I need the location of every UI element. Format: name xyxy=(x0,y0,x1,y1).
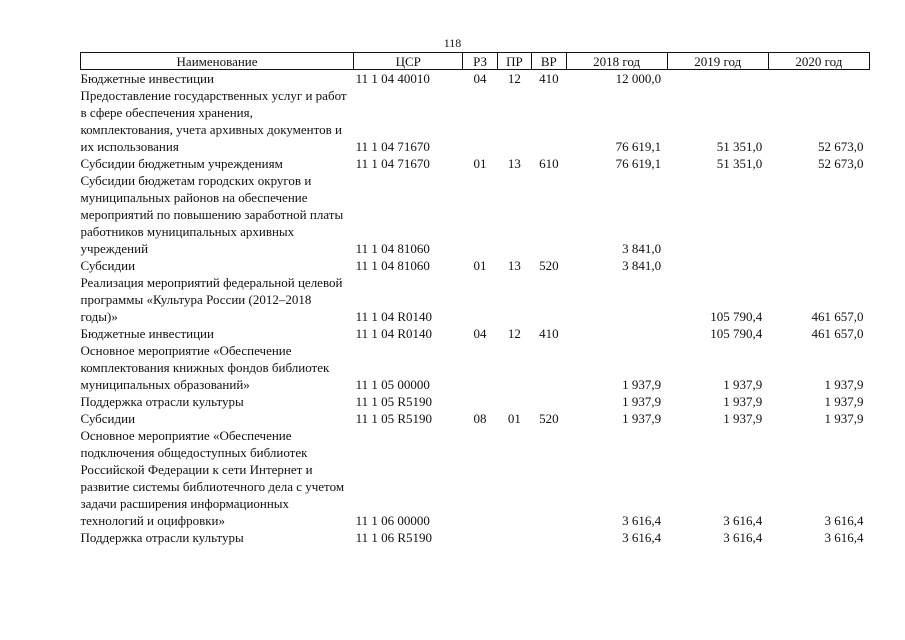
cell-2019: 105 790,4 xyxy=(710,326,763,341)
cell-name: Субсидии бюджетам городских округов и муниципальных районов на обеспечение мероприятий по повышению заработной платы работников муниципальных архивных учреждений xyxy=(80,173,344,256)
cell-2019 xyxy=(667,257,768,274)
cell-2019: 3 616,4 xyxy=(723,530,763,545)
cell-rz: 04 xyxy=(473,71,487,86)
page-number: 118 xyxy=(443,36,462,50)
cell-2018: 76 619,1 xyxy=(615,139,662,154)
header-rz: РЗ xyxy=(463,53,497,70)
cell-2020: 1 937,9 xyxy=(824,394,864,409)
cell-2020: 52 673,0 xyxy=(818,156,864,171)
cell-csr: 11 1 06 R5190 xyxy=(355,530,433,545)
cell-pr: 13 xyxy=(507,258,521,273)
cell-2020: 52 673,0 xyxy=(818,139,864,154)
cell-2019: 3 616,4 xyxy=(723,513,763,528)
cell-2020: 1 937,9 xyxy=(824,377,864,392)
cell-2018: 1 937,9 xyxy=(622,377,662,392)
cell-csr: 11 1 04 71670 xyxy=(355,156,430,171)
cell-rz xyxy=(463,274,497,325)
table-row xyxy=(81,70,870,88)
cell-2020: 1 937,9 xyxy=(824,411,864,426)
table-row xyxy=(81,410,870,427)
cell-pr xyxy=(497,87,531,155)
cell-2018: 76 619,1 xyxy=(615,156,662,171)
cell-name: Субсидии xyxy=(80,411,136,426)
cell-name: Бюджетные инвестиции xyxy=(80,71,214,86)
cell-2019: 105 790,4 xyxy=(710,309,763,324)
header-vr: ВР xyxy=(532,53,566,70)
cell-2018 xyxy=(566,325,667,342)
cell-name: Реализация мероприятий федеральной целевой программы «Культура России (2012–2018 годы)» xyxy=(80,275,343,324)
cell-pr xyxy=(497,172,531,257)
budget-table xyxy=(80,52,870,546)
cell-2018: 12 000,0 xyxy=(615,71,662,86)
cell-name: Поддержка отрасли культуры xyxy=(80,530,244,545)
cell-rz: 01 xyxy=(473,156,487,171)
table-row xyxy=(81,172,870,257)
cell-csr: 11 1 04 81060 xyxy=(355,258,430,273)
table-row xyxy=(81,393,870,410)
cell-2018: 3 841,0 xyxy=(622,258,662,273)
cell-2020: 3 616,4 xyxy=(824,530,864,545)
table-row xyxy=(81,87,870,155)
cell-vr xyxy=(532,427,566,529)
cell-pr: 12 xyxy=(507,326,521,341)
cell-2019 xyxy=(667,172,768,257)
cell-2020 xyxy=(768,70,869,88)
table-row xyxy=(81,155,870,172)
cell-vr xyxy=(532,274,566,325)
cell-rz: 01 xyxy=(473,258,487,273)
cell-2019: 1 937,9 xyxy=(723,377,763,392)
cell-vr xyxy=(532,342,566,393)
cell-rz xyxy=(463,342,497,393)
cell-csr: 11 1 04 71670 xyxy=(355,139,430,154)
header-pr: ПР xyxy=(497,53,531,70)
cell-pr: 13 xyxy=(507,156,521,171)
table-body xyxy=(81,70,870,547)
cell-vr: 610 xyxy=(539,156,559,171)
cell-name: Основное мероприятие «Обеспечение комплектования книжных фондов библиотек муниципальных образований» xyxy=(80,343,330,392)
cell-pr xyxy=(497,342,531,393)
cell-csr: 11 1 05 00000 xyxy=(355,377,430,392)
table-row xyxy=(81,274,870,325)
cell-name: Бюджетные инвестиции xyxy=(80,326,214,341)
cell-pr xyxy=(497,427,531,529)
cell-vr xyxy=(532,529,566,546)
cell-name: Поддержка отрасли культуры xyxy=(80,394,244,409)
cell-name: Предоставление государственных услуг и работ в сфере обеспечения хранения, комплектования, учета архивных документов и их использования xyxy=(80,88,347,154)
cell-2020: 461 657,0 xyxy=(811,326,864,341)
cell-csr: 11 1 04 40010 xyxy=(355,71,430,86)
header-2019: 2019 год xyxy=(667,53,768,70)
table-row xyxy=(81,529,870,546)
cell-pr: 01 xyxy=(507,411,521,426)
cell-rz: 04 xyxy=(473,326,487,341)
header-csr: ЦСР xyxy=(354,53,463,70)
cell-pr xyxy=(497,393,531,410)
cell-2019: 51 351,0 xyxy=(716,156,763,171)
table-row xyxy=(81,257,870,274)
cell-rz xyxy=(463,529,497,546)
cell-csr: 11 1 04 R0140 xyxy=(355,326,433,341)
cell-vr: 520 xyxy=(539,258,559,273)
cell-2020: 461 657,0 xyxy=(811,309,864,324)
cell-name: Субсидии бюджетным учреждениям xyxy=(80,156,283,171)
cell-2020 xyxy=(768,257,869,274)
header-name: Наименование xyxy=(81,53,354,70)
cell-csr: 11 1 04 R0140 xyxy=(355,309,433,324)
cell-2018: 3 616,4 xyxy=(622,530,662,545)
cell-2020: 3 616,4 xyxy=(824,513,864,528)
header-2020: 2020 год xyxy=(768,53,869,70)
cell-rz xyxy=(463,87,497,155)
cell-vr: 410 xyxy=(539,71,559,86)
cell-pr xyxy=(497,274,531,325)
cell-csr: 11 1 05 R5190 xyxy=(355,411,433,426)
cell-csr: 11 1 06 00000 xyxy=(355,513,430,528)
cell-2018 xyxy=(566,274,667,325)
cell-csr: 11 1 04 81060 xyxy=(355,241,430,256)
cell-rz: 08 xyxy=(473,411,487,426)
cell-rz xyxy=(463,393,497,410)
cell-name: Основное мероприятие «Обеспечение подключения общедоступных библиотек Российской Федерации к сети Интернет и развитие системы библиотечного дела с учетом задачи расширения информационных технологий и оцифровки» xyxy=(80,428,345,528)
cell-vr: 520 xyxy=(539,411,559,426)
table-row xyxy=(81,427,870,529)
cell-vr: 410 xyxy=(539,326,559,341)
cell-vr xyxy=(532,393,566,410)
table-row xyxy=(81,342,870,393)
cell-rz xyxy=(463,427,497,529)
cell-vr xyxy=(532,172,566,257)
cell-vr xyxy=(532,87,566,155)
cell-pr: 12 xyxy=(507,71,521,86)
cell-rz xyxy=(463,172,497,257)
cell-2018: 1 937,9 xyxy=(622,411,662,426)
cell-2019: 51 351,0 xyxy=(716,139,763,154)
cell-2018: 1 937,9 xyxy=(622,394,662,409)
header-2018: 2018 год xyxy=(566,53,667,70)
cell-2019 xyxy=(667,70,768,88)
cell-pr xyxy=(497,529,531,546)
cell-2018: 3 841,0 xyxy=(622,241,662,256)
table-row xyxy=(81,325,870,342)
cell-2019: 1 937,9 xyxy=(723,394,763,409)
cell-2019: 1 937,9 xyxy=(723,411,763,426)
cell-2020 xyxy=(768,172,869,257)
cell-name: Субсидии xyxy=(80,258,136,273)
table-header-row xyxy=(81,53,870,70)
cell-csr: 11 1 05 R5190 xyxy=(355,394,433,409)
cell-2018: 3 616,4 xyxy=(622,513,662,528)
